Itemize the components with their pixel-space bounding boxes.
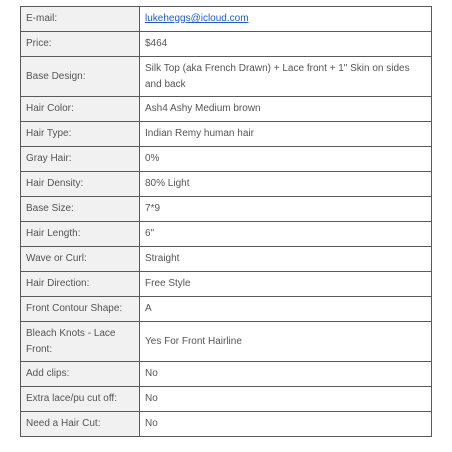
base-design-value: Silk Top (aka French Drawn) + Lace front + 1" Skin on sides and back (140, 57, 432, 97)
hair-length-label: Hair Length: (21, 222, 140, 247)
hair-direction-value: Free Style (140, 272, 432, 297)
table-row-hair-color (21, 97, 432, 122)
extra-lace-cut-off-value: No (140, 387, 432, 412)
need-a-hair-cut-value: No (140, 412, 432, 437)
gray-hair-label: Gray Hair: (21, 147, 140, 172)
price-value: $464 (140, 32, 432, 57)
hair-type-value: Indian Remy human hair (140, 122, 432, 147)
base-size-label: Base Size: (21, 197, 140, 222)
wave-or-curl-label: Wave or Curl: (21, 247, 140, 272)
front-contour-shape-label: Front Contour Shape: (21, 297, 140, 322)
table-row-hair-type (21, 122, 432, 147)
email-label: E-mail: (21, 7, 140, 32)
table-row-add-clips (21, 362, 432, 387)
order-details-table (20, 6, 432, 437)
table-row-wave-or-curl (21, 247, 432, 272)
base-size-value: 7*9 (140, 197, 432, 222)
hair-direction-label: Hair Direction: (21, 272, 140, 297)
need-a-hair-cut-label: Need a Hair Cut: (21, 412, 140, 437)
email-value-cell (140, 7, 432, 32)
price-label: Price: (21, 32, 140, 57)
table-row-hair-density (21, 172, 432, 197)
table-row-gray-hair (21, 147, 432, 172)
table-row-base-size (21, 197, 432, 222)
table-row-price (21, 32, 432, 57)
wave-or-curl-value: Straight (140, 247, 432, 272)
table-row-hair-length (21, 222, 432, 247)
table-row-hair-direction (21, 272, 432, 297)
table-row-email (21, 7, 432, 32)
table-row-extra-lace-cut-off (21, 387, 432, 412)
table-row-bleach-knots (21, 322, 432, 362)
table-row-need-a-hair-cut (21, 412, 432, 437)
extra-lace-cut-off-label: Extra lace/pu cut off: (21, 387, 140, 412)
base-design-label: Base Design: (21, 57, 140, 97)
bleach-knots-label: Bleach Knots - Lace Front: (21, 322, 140, 362)
table-row-base-design (21, 57, 432, 97)
table-row-front-contour-shape (21, 297, 432, 322)
add-clips-label: Add clips: (21, 362, 140, 387)
gray-hair-value: 0% (140, 147, 432, 172)
hair-type-label: Hair Type: (21, 122, 140, 147)
email-link[interactable]: lukeheggs@icloud.com (145, 13, 249, 24)
hair-color-value: Ash4 Ashy Medium brown (140, 97, 432, 122)
add-clips-value: No (140, 362, 432, 387)
front-contour-shape-value: A (140, 297, 432, 322)
bleach-knots-value: Yes For Front Hairline (140, 322, 432, 362)
hair-density-value: 80% Light (140, 172, 432, 197)
hair-color-label: Hair Color: (21, 97, 140, 122)
hair-length-value: 6" (140, 222, 432, 247)
hair-density-label: Hair Density: (21, 172, 140, 197)
